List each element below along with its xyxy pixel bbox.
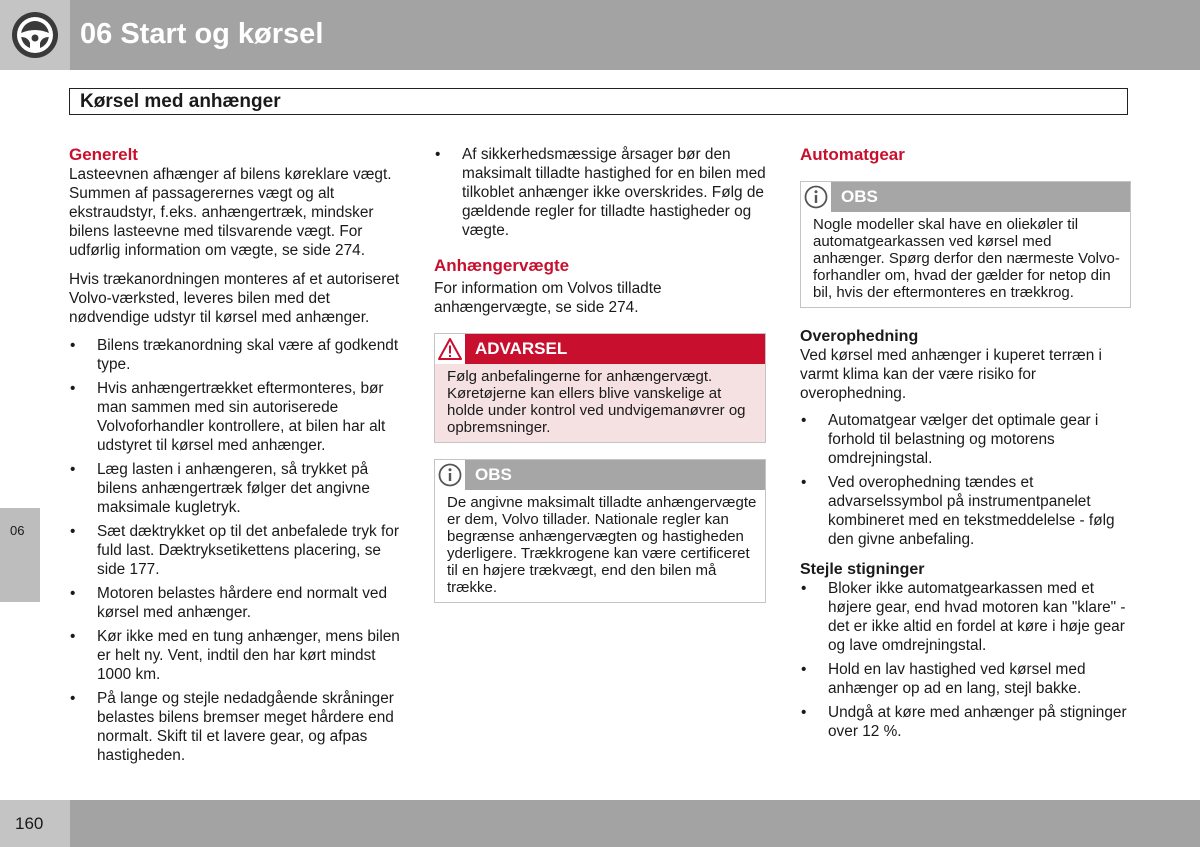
column-right: [800, 145, 1131, 741]
info-icon: [435, 460, 465, 490]
warning-triangle-icon: [435, 334, 465, 364]
paragraph: For information om Volvos tilladte anhængervægte, se side 274.: [434, 280, 662, 316]
list-item: • Hold en lav hastighed ved kørsel med anhænger op ad en lang, stejl bakke.: [800, 660, 1131, 698]
list-item: • På lange og stejle nedadgående skråninger belastes bilens bremser meget hårdere end normalt. Skift til et lavere gear, og afpas hastigheden.: [69, 689, 402, 765]
list-item: • Ved overophedning tændes et advarselssymbol på instrumentpanelet kombineret med en tekstmeddelelse - følg den givne anbefaling.: [800, 473, 1131, 549]
list-item: • Bilens trækanordning skal være af godkendt type.: [69, 336, 402, 374]
chapter-title: 06 Start og kørsel: [80, 18, 324, 50]
subheading-stejle-stigninger: Stejle stigninger: [800, 561, 925, 578]
bullet-list: [800, 579, 1131, 741]
page-number-box: [0, 800, 70, 847]
list-item: • Kør ikke med en tung anhænger, mens bilen er helt ny. Vent, indtil den har kørt mindst 1000 km.: [69, 627, 402, 684]
list-item: • Af sikkerhedsmæssige årsager bør den maksimalt tilladte hastighed for en bilen med tilkoblet anhænger ikke overskrides. Følg de gældende regler for tilladte hastigheder og vægte.: [434, 145, 766, 240]
chapter-icon-box: [0, 0, 70, 70]
note-header: [801, 182, 1130, 212]
list-item: • Sæt dæktrykket op til det anbefalede tryk for fuld last. Dæktryksetikettens placering, se side 177.: [69, 522, 402, 579]
paragraph: Lasteevnen afhænger af bilens køreklare vægt. Summen af passagerernes vægt og alt ekstraudstyr, f.eks. anhængertræk, mindsker bilens lasteevne med tilsvarende vægt. For udførlig information om vægte, se side 274.: [69, 166, 392, 259]
note-text: Nogle modeller skal have en oliekøler til automatgearkassen ved kørsel med anhænger. Spørg derfor den nærmeste Volvo-forhandler om, hvad der gælder for netop din bil, hvis der eftermonteres en trækkrog.: [801, 212, 1130, 307]
chapter-side-tab: [0, 508, 40, 602]
note-text: De angivne maksimalt tilladte anhængervægte er dem, Volvo tillader. Nationale regler kan begrænse anhængervægten og hastigheden yderligere. Trækkrogene kan være certificeret til en højere trækvægt, end den bilen må trække.: [435, 490, 765, 602]
page-footer: [0, 800, 1200, 847]
list-item: • Bloker ikke automatgearkassen med et højere gear, end hvad motoren kan "klare" - det er ikke altid en fordel at køre i høje gear og lave omdrejningstal.: [800, 579, 1131, 655]
paragraph: Hvis trækanordningen monteres af et autoriseret Volvo-værksted, leveres bilen med det nødvendige udstyr til kørsel med anhænger.: [69, 271, 400, 326]
note-header: [435, 460, 765, 490]
list-item: • Automatgear vælger det optimale gear i forhold til belastning og motorens omdrejningstal.: [800, 411, 1131, 468]
list-item: • Undgå at køre med anhænger på stigninger over 12 %.: [800, 703, 1131, 741]
note-label: OBS: [841, 187, 878, 206]
chapter-tab-label: 06: [10, 523, 25, 538]
list-item: • Hvis anhængertrækket eftermonteres, bør man sammen med sin autoriserede Volvoforhandler kontrollere, at bilen har alt udstyret til kørsel med anhænger.: [69, 379, 402, 455]
subheading-overophedning: Overophedning: [800, 328, 919, 345]
page-number: 160: [15, 814, 44, 833]
column-left: [69, 145, 402, 765]
note-label: OBS: [475, 465, 512, 484]
steering-wheel-icon: [10, 10, 60, 60]
note-box: [800, 181, 1131, 308]
bullet-list: [434, 145, 766, 240]
info-icon: [801, 182, 831, 212]
heading-anhaengervaegte: Anhængervægte: [434, 256, 570, 275]
chapter-header: [0, 0, 1200, 70]
warning-text: Følg anbefalingerne for anhængervægt. Køretøjerne kan ellers blive vanskelige at holde under kontrol ved undvigemanøvrer og opbremsninger.: [435, 364, 765, 442]
warning-header: [435, 334, 765, 364]
heading-generelt: Generelt: [69, 145, 138, 164]
paragraph: Ved kørsel med anhænger i kuperet terræn i varmt klima kan der være risiko for overophedning.: [800, 347, 1102, 402]
warning-label: ADVARSEL: [475, 339, 568, 358]
section-title-box: [69, 88, 1128, 115]
note-box: [434, 459, 766, 603]
bullet-list: [800, 411, 1131, 549]
warning-box: [434, 333, 766, 443]
list-item: • Motoren belastes hårdere end normalt ved kørsel med anhænger.: [69, 584, 402, 622]
column-middle: [434, 145, 766, 603]
section-title: Kørsel med anhænger: [80, 91, 281, 112]
heading-automatgear: Automatgear: [800, 145, 905, 164]
bullet-list: [69, 336, 402, 765]
list-item: • Læg lasten i anhængeren, så trykket på bilens anhængertræk følger det angivne maksimale kugletryk.: [69, 460, 402, 517]
